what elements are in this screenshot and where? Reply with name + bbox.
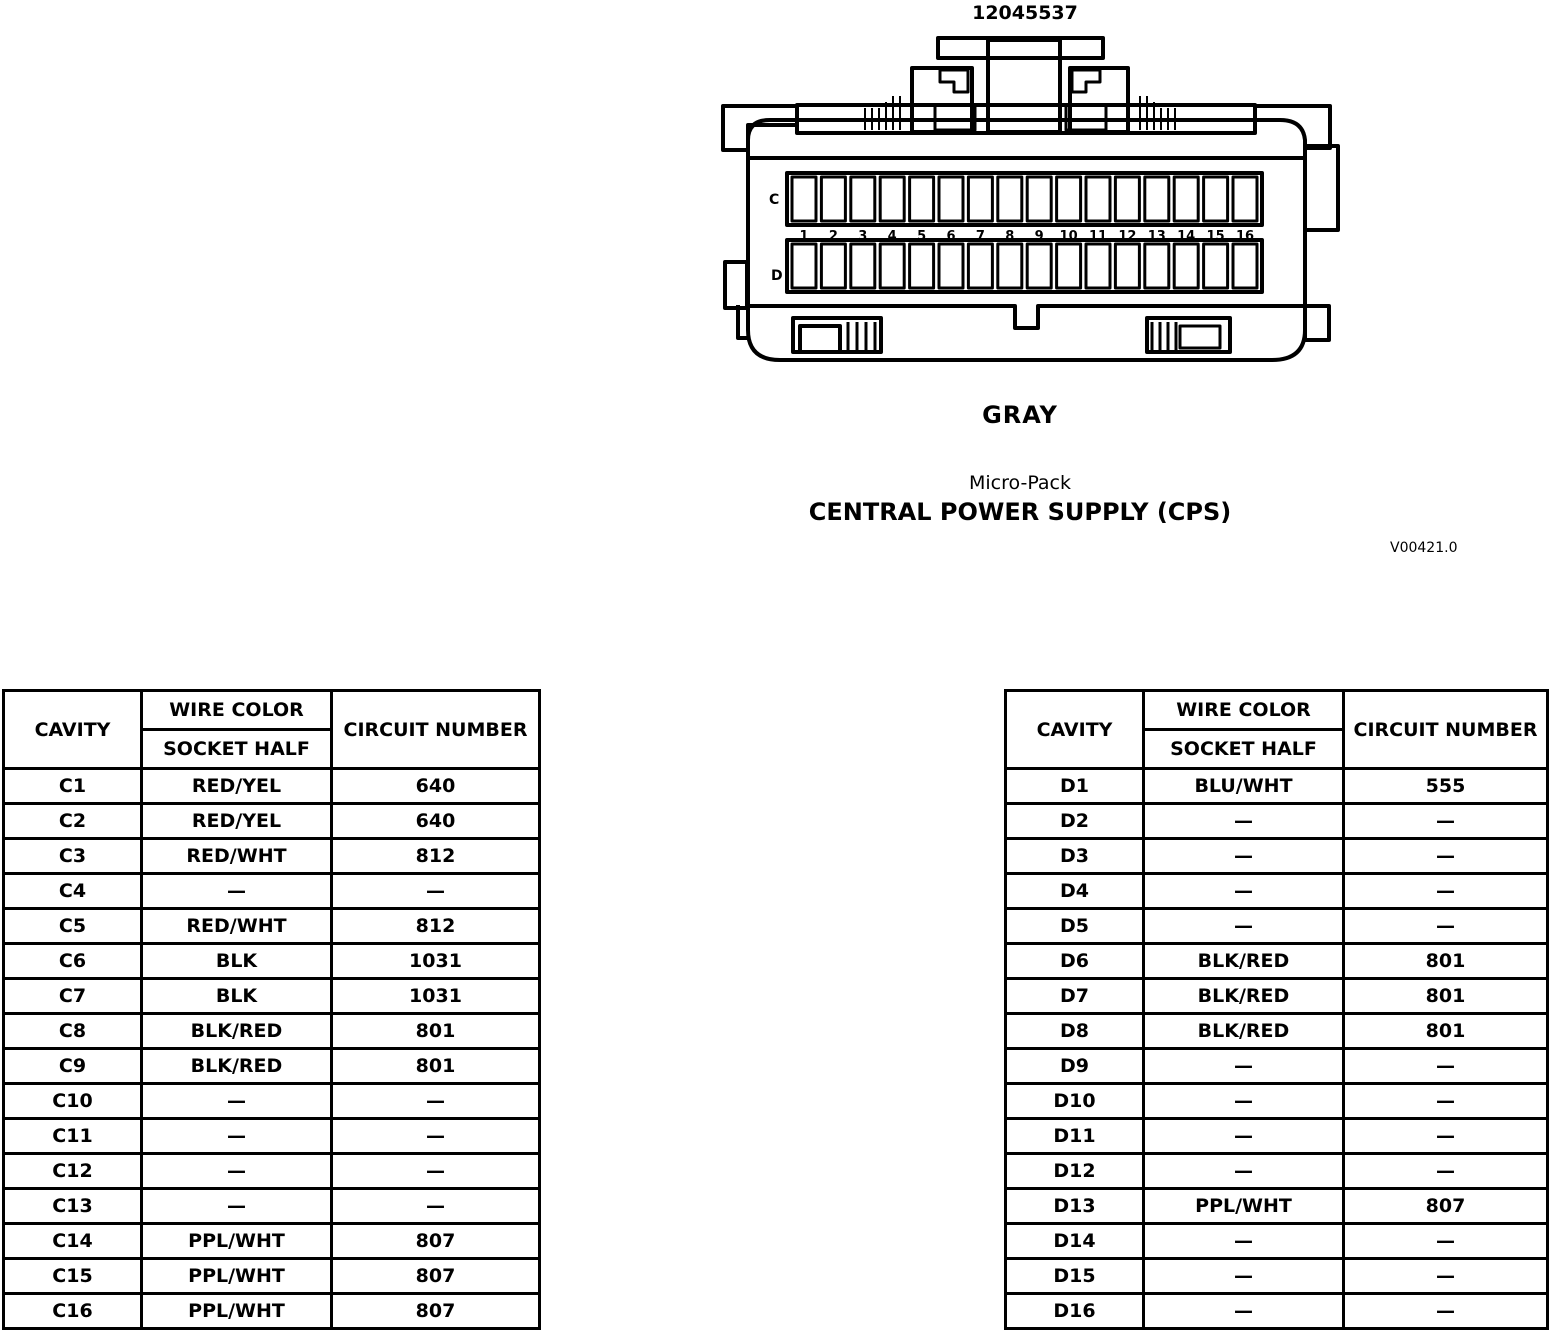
bottom-lock-right [1147, 318, 1230, 352]
cell-cavity: C4 [4, 874, 142, 909]
part-number: 12045537 [972, 2, 1078, 24]
table-row [1006, 1154, 1548, 1189]
cavity-number-label: 15 [1206, 229, 1225, 244]
cavity-c4 [880, 177, 904, 221]
cavity-d3 [851, 244, 875, 288]
header-cavity: CAVITY [1006, 691, 1144, 769]
cavity-c15 [1204, 177, 1228, 221]
cavity-c16 [1233, 177, 1257, 221]
cell-wire-color: — [1144, 1049, 1344, 1084]
cell-circuit-number: 812 [332, 839, 540, 874]
cavity-number-label: 9 [1034, 229, 1044, 244]
cell-circuit-number: — [1344, 804, 1548, 839]
cell-wire-color: BLK/RED [1144, 1014, 1344, 1049]
cavity-d12 [1115, 244, 1139, 288]
cell-circuit-number: — [1344, 1049, 1548, 1084]
cell-wire-color: BLK [142, 944, 332, 979]
cavity-number-label: 5 [917, 229, 927, 244]
connector-face-diagram [700, 28, 1350, 373]
cell-wire-color: — [1144, 839, 1344, 874]
cell-cavity: D12 [1006, 1154, 1144, 1189]
cell-wire-color: BLK/RED [1144, 944, 1344, 979]
cell-wire-color: RED/WHT [142, 839, 332, 874]
table-row [1006, 1259, 1548, 1294]
cell-cavity: D7 [1006, 979, 1144, 1014]
cell-circuit-number: 807 [1344, 1189, 1548, 1224]
cell-wire-color: PPL/WHT [1144, 1189, 1344, 1224]
cell-cavity: C7 [4, 979, 142, 1014]
cavity-d5 [910, 244, 934, 288]
cavity-d9 [1027, 244, 1051, 288]
table-row [4, 1189, 540, 1224]
cell-circuit-number: 807 [332, 1224, 540, 1259]
cell-circuit-number: 807 [332, 1294, 540, 1329]
cavity-number-label: 10 [1059, 229, 1078, 244]
cell-cavity: D14 [1006, 1224, 1144, 1259]
cell-cavity: D4 [1006, 874, 1144, 909]
cell-wire-color: — [1144, 909, 1344, 944]
cavity-d13 [1145, 244, 1169, 288]
cavity-c13 [1145, 177, 1169, 221]
cell-cavity: C15 [4, 1259, 142, 1294]
cell-wire-color: BLU/WHT [1144, 769, 1344, 804]
table-row [1006, 979, 1548, 1014]
table-row [1006, 804, 1548, 839]
cell-cavity: C1 [4, 769, 142, 804]
table-row [4, 769, 540, 804]
header-circuit-number: CIRCUIT NUMBER [332, 691, 540, 769]
header-wire-color: WIRE COLOR [1144, 691, 1344, 730]
cell-cavity: D3 [1006, 839, 1144, 874]
table-row [4, 1294, 540, 1329]
table-row [1006, 1084, 1548, 1119]
cavity-number-label: 3 [858, 229, 868, 244]
cell-wire-color: — [1144, 1084, 1344, 1119]
cell-cavity: D9 [1006, 1049, 1144, 1084]
cell-cavity: C13 [4, 1189, 142, 1224]
table-row [1006, 1224, 1548, 1259]
cell-wire-color: RED/WHT [142, 909, 332, 944]
component-name: CENTRAL POWER SUPPLY (CPS) [808, 498, 1232, 526]
cell-wire-color: — [1144, 1294, 1344, 1329]
table-row [4, 874, 540, 909]
cell-wire-color: — [1144, 804, 1344, 839]
cell-cavity: C14 [4, 1224, 142, 1259]
cell-wire-color: — [142, 1154, 332, 1189]
cell-wire-color: — [142, 874, 332, 909]
cell-wire-color: — [1144, 1259, 1344, 1294]
cavity-d1 [792, 244, 816, 288]
cavity-c1 [792, 177, 816, 221]
cell-cavity: C6 [4, 944, 142, 979]
cell-circuit-number: — [332, 1189, 540, 1224]
cavity-number-label: 11 [1088, 229, 1108, 244]
table-row [4, 804, 540, 839]
table-row [1006, 874, 1548, 909]
table-row [4, 909, 540, 944]
cell-wire-color: — [142, 1119, 332, 1154]
cell-circuit-number: 807 [332, 1259, 540, 1294]
cavity-d8 [998, 244, 1022, 288]
cavity-number-label: 7 [975, 229, 985, 244]
connector-family-subtitle: Micro-Pack [968, 472, 1072, 494]
cell-circuit-number: 555 [1344, 769, 1548, 804]
cell-wire-color: BLK/RED [142, 1049, 332, 1084]
table-row [4, 979, 540, 1014]
cavity-number-label: 4 [887, 229, 897, 244]
cell-wire-color: BLK [142, 979, 332, 1014]
cavity-number-label: 1 [799, 229, 809, 244]
cell-wire-color: BLK/RED [1144, 979, 1344, 1014]
cell-circuit-number: — [332, 1154, 540, 1189]
table-row [4, 1084, 540, 1119]
cell-cavity: C9 [4, 1049, 142, 1084]
cell-cavity: C11 [4, 1119, 142, 1154]
header-circuit-number: CIRCUIT NUMBER [1344, 691, 1548, 769]
cell-cavity: D15 [1006, 1259, 1144, 1294]
cell-cavity: D5 [1006, 909, 1144, 944]
cell-cavity: D8 [1006, 1014, 1144, 1049]
cavity-c11 [1086, 177, 1110, 221]
cavity-number-label: 8 [1005, 229, 1015, 244]
table-row [1006, 909, 1548, 944]
cell-wire-color: PPL/WHT [142, 1294, 332, 1329]
cavity-d4 [880, 244, 904, 288]
cavity-row-d [787, 240, 1262, 292]
cell-circuit-number: 1031 [332, 979, 540, 1014]
table-row [4, 1014, 540, 1049]
cavity-c8 [998, 177, 1022, 221]
cavity-d14 [1174, 244, 1198, 288]
cavity-number-label: 16 [1235, 229, 1255, 244]
cell-circuit-number: 812 [332, 909, 540, 944]
connector-color-label: GRAY [982, 401, 1058, 429]
figure-id: V00421.0 [1390, 540, 1458, 556]
table-row [4, 1224, 540, 1259]
cavity-c10 [1057, 177, 1081, 221]
table-row [1006, 944, 1548, 979]
cell-circuit-number: — [1344, 1224, 1548, 1259]
cavity-c12 [1115, 177, 1139, 221]
cell-wire-color: RED/YEL [142, 769, 332, 804]
table-row [1006, 1119, 1548, 1154]
cavity-c2 [821, 177, 845, 221]
cavity-d2 [821, 244, 845, 288]
cavity-row-c [787, 173, 1262, 225]
cell-circuit-number: 801 [1344, 1014, 1548, 1049]
cell-cavity: C3 [4, 839, 142, 874]
cell-circuit-number: — [332, 874, 540, 909]
cavity-number-label: 6 [946, 229, 956, 244]
header-socket-half: SOCKET HALF [142, 730, 332, 769]
table-row [1006, 769, 1548, 804]
connector-latch [912, 38, 1128, 132]
cell-cavity: C5 [4, 909, 142, 944]
cell-circuit-number: — [1344, 874, 1548, 909]
table-row [1006, 1049, 1548, 1084]
cavity-d10 [1057, 244, 1081, 288]
table-row [4, 839, 540, 874]
cavity-d16 [1233, 244, 1257, 288]
table-row [4, 1119, 540, 1154]
cell-wire-color: BLK/RED [142, 1014, 332, 1049]
cell-circuit-number: — [332, 1084, 540, 1119]
cavity-c3 [851, 177, 875, 221]
cavity-number-label: 14 [1177, 229, 1196, 244]
cell-wire-color: RED/YEL [142, 804, 332, 839]
cell-cavity: D6 [1006, 944, 1144, 979]
cell-circuit-number: — [1344, 1259, 1548, 1294]
cell-cavity: C10 [4, 1084, 142, 1119]
cavity-c5 [910, 177, 934, 221]
cell-cavity: C16 [4, 1294, 142, 1329]
cell-wire-color: — [1144, 1224, 1344, 1259]
bottom-lock-left [793, 318, 881, 352]
header-socket-half: SOCKET HALF [1144, 730, 1344, 769]
cell-cavity: C8 [4, 1014, 142, 1049]
cavity-d11 [1086, 244, 1110, 288]
cavity-number-label: 2 [828, 229, 838, 244]
pinout-table-c [2, 689, 541, 1330]
header-cavity: CAVITY [4, 691, 142, 769]
table-row [1006, 1014, 1548, 1049]
pinout-table-d [1004, 689, 1549, 1330]
cell-circuit-number: — [1344, 1084, 1548, 1119]
cell-circuit-number: 1031 [332, 944, 540, 979]
cavity-d7 [968, 244, 992, 288]
cavity-number-label: 13 [1147, 229, 1166, 244]
cell-circuit-number: — [1344, 839, 1548, 874]
cavity-d6 [939, 244, 963, 288]
table-row [4, 1259, 540, 1294]
cavity-d15 [1204, 244, 1228, 288]
table-row [4, 944, 540, 979]
cell-circuit-number: 801 [1344, 979, 1548, 1014]
cell-cavity: D1 [1006, 769, 1144, 804]
cell-cavity: D2 [1006, 804, 1144, 839]
cell-wire-color: PPL/WHT [142, 1224, 332, 1259]
cavity-c7 [968, 177, 992, 221]
cell-cavity: C12 [4, 1154, 142, 1189]
cell-circuit-number: — [1344, 909, 1548, 944]
cavity-c6 [939, 177, 963, 221]
table-row [1006, 1294, 1548, 1329]
table-row [4, 1049, 540, 1084]
cell-cavity: C2 [4, 804, 142, 839]
cell-wire-color: — [1144, 1154, 1344, 1189]
cell-cavity: D13 [1006, 1189, 1144, 1224]
cell-wire-color: — [142, 1189, 332, 1224]
cell-circuit-number: 640 [332, 804, 540, 839]
row-label-c: C [769, 192, 780, 208]
cell-wire-color: — [1144, 874, 1344, 909]
cell-wire-color: PPL/WHT [142, 1259, 332, 1294]
cell-cavity: D16 [1006, 1294, 1144, 1329]
cell-cavity: D10 [1006, 1084, 1144, 1119]
cell-cavity: D11 [1006, 1119, 1144, 1154]
table-row [1006, 839, 1548, 874]
cell-circuit-number: 801 [1344, 944, 1548, 979]
cell-circuit-number: 640 [332, 769, 540, 804]
header-wire-color: WIRE COLOR [142, 691, 332, 730]
cell-circuit-number: — [1344, 1154, 1548, 1189]
row-label-d: D [771, 268, 783, 284]
table-row [4, 1154, 540, 1189]
table-row [1006, 1189, 1548, 1224]
cell-wire-color: — [142, 1084, 332, 1119]
cell-circuit-number: 801 [332, 1049, 540, 1084]
cavity-number-label: 12 [1118, 229, 1137, 244]
cavity-c14 [1174, 177, 1198, 221]
cell-circuit-number: — [332, 1119, 540, 1154]
cell-wire-color: — [1144, 1119, 1344, 1154]
cell-circuit-number: 801 [332, 1014, 540, 1049]
cell-circuit-number: — [1344, 1294, 1548, 1329]
cavity-c9 [1027, 177, 1051, 221]
cell-circuit-number: — [1344, 1119, 1548, 1154]
